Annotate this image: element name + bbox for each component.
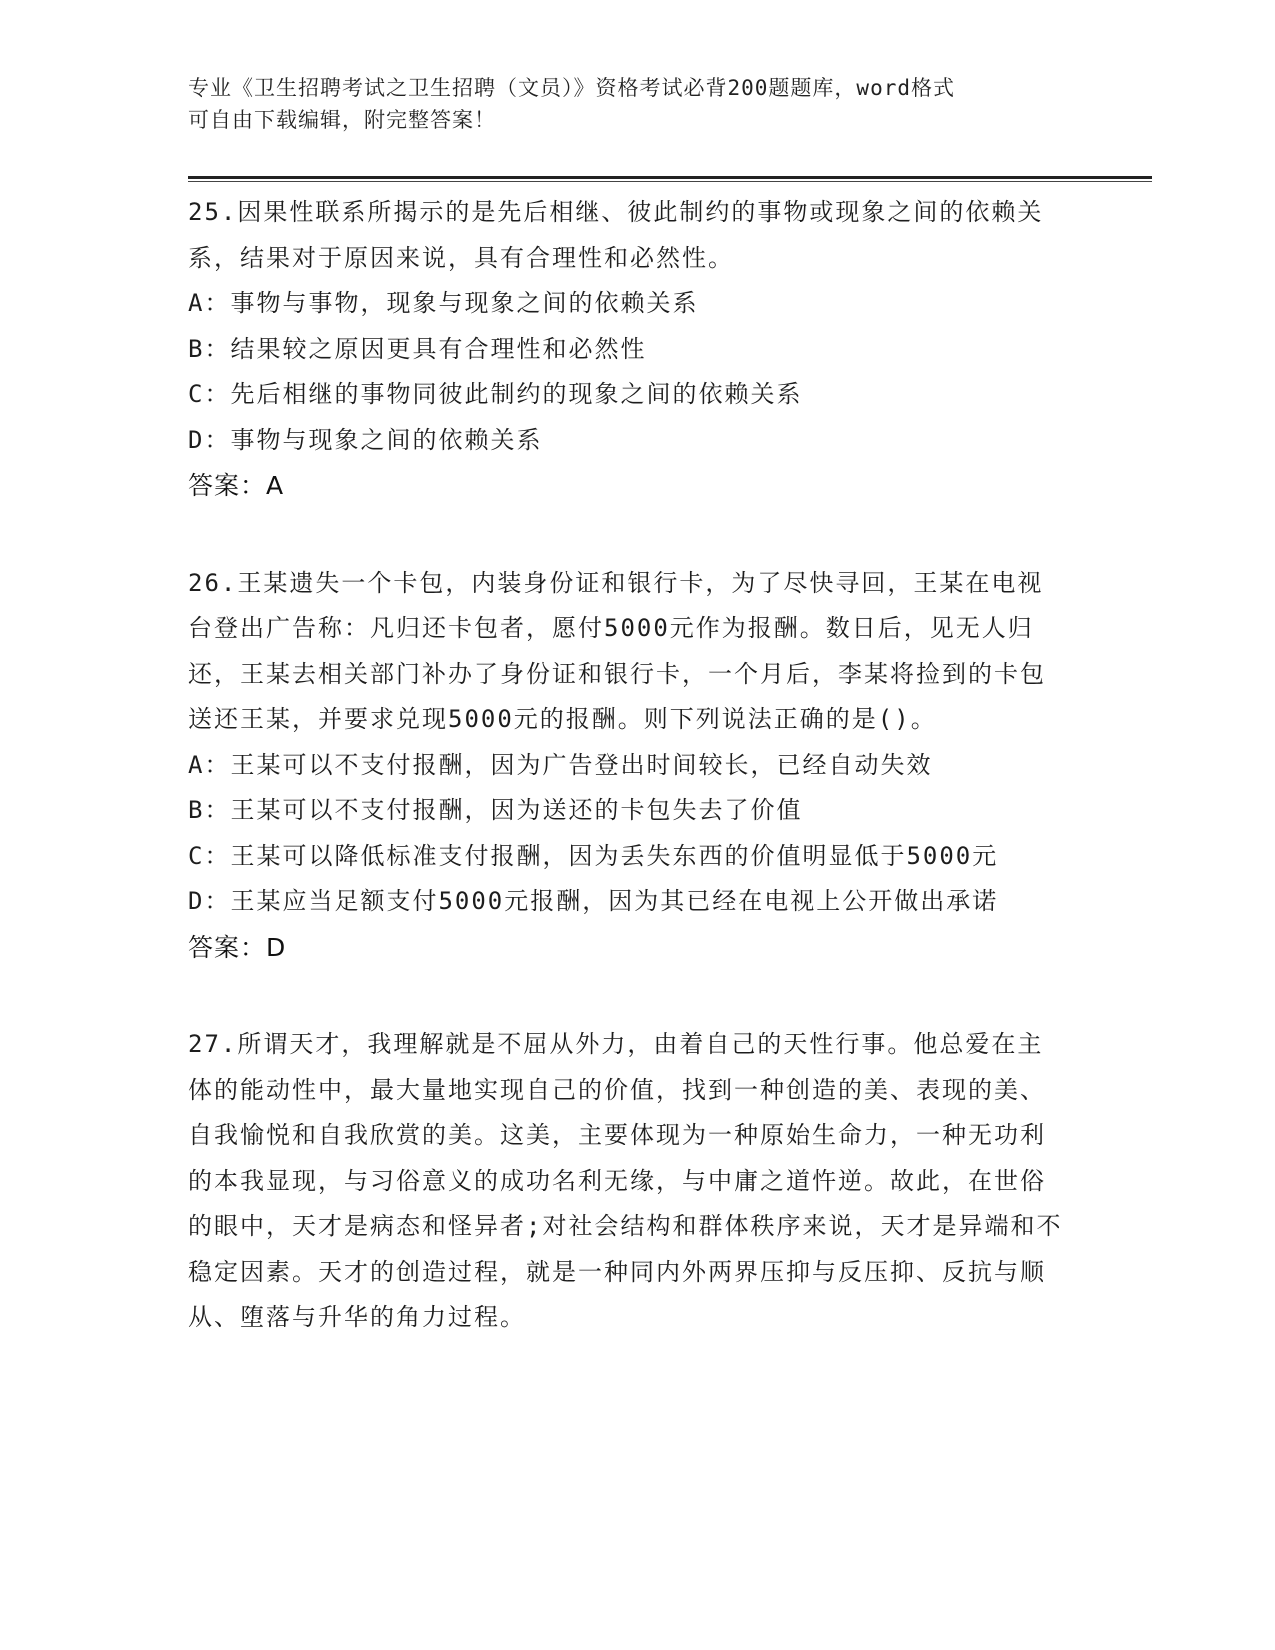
header-divider-thin	[188, 181, 1152, 182]
option-b: B：结果较之原因更具有合理性和必然性	[188, 334, 647, 363]
document-header	[188, 72, 1068, 136]
question-text: 26.王某遗失一个卡包，内装身份证和银行卡，为了尽快寻回，王某在电视台登出广告称：凡归还卡包者，愿付5000元作为报酬。数日后，见无人归还，王某去相关部门补办了身份证和银行卡，一个月后，李某将捡到的卡包送还王某，并要求兑现5000元的报酬。则下列说法正确的是()。	[188, 568, 1046, 733]
question-list	[188, 190, 1068, 1393]
question-26	[188, 561, 1068, 971]
question-25	[188, 190, 1068, 509]
option-a: A：事物与事物，现象与现象之间的依赖关系	[188, 289, 699, 317]
option-b: B：王某可以不支付报酬，因为送还的卡包失去了价值	[188, 796, 803, 824]
option-c: C：先后相继的事物同彼此制约的现象之间的依赖关系	[188, 380, 803, 408]
header-line-1: 专业《卫生招聘考试之卫生招聘（文员）》资格考试必背200题题库，word格式	[188, 76, 955, 100]
option-c: C：王某可以降低标准支付报酬，因为丢失东西的价值明显低于5000元	[188, 841, 999, 870]
option-a: A：王某可以不支付报酬，因为广告登出时间较长，已经自动失效	[188, 750, 933, 779]
answer: 答案：A	[188, 471, 285, 500]
answer: 答案：D	[188, 932, 287, 962]
question-27	[188, 1022, 1068, 1341]
option-d: D：事物与现象之间的依赖关系	[188, 425, 543, 454]
question-text: 25.因果性联系所揭示的是先后相继、彼此制约的事物或现象之间的依赖关系，结果对于原因来说，具有合理性和必然性。	[188, 198, 1044, 272]
header-line-2: 可自由下载编辑，附完整答案！	[188, 108, 496, 132]
option-d: D：王某应当足额支付5000元报酬，因为其已经在电视上公开做出承诺	[188, 887, 999, 915]
header-divider-thick	[188, 176, 1152, 179]
question-text: 27.所谓天才，我理解就是不屈从外力，由着自己的天性行事。他总爱在主体的能动性中，最大量地实现自己的价值，找到一种创造的美、表现的美、自我愉悦和自我欣赏的美。这美，主要体现为一种原始生命力，一种无功利的本我显现，与习俗意义的成功名利无缘，与中庸之道忤逆。故此，在世俗的眼中，天才是病态和怪异者;对社会结构和群体秩序来说，天才是异端和不稳定因素。天才的创造过程，就是一种同内外两界压抑与反压抑、反抗与顺从、堕落与升华的角力过程。	[188, 1030, 1063, 1331]
